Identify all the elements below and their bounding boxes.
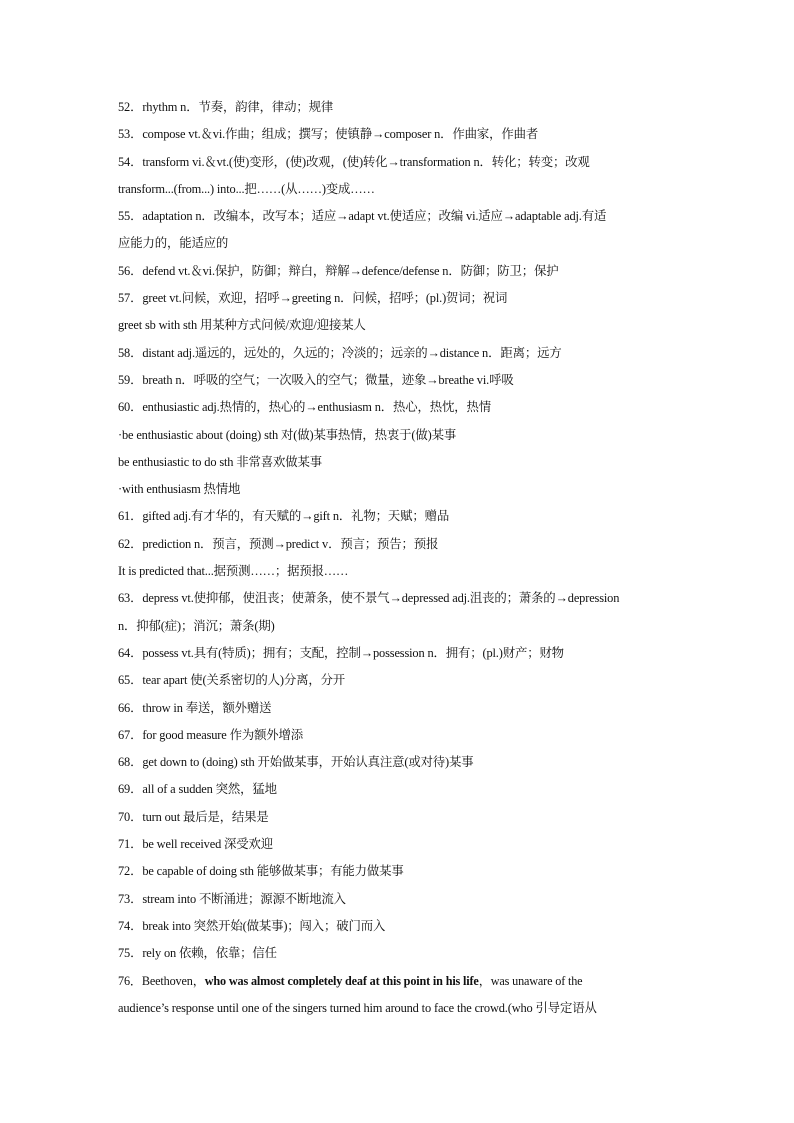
entry-line: 62．prediction n．预言，预测→predict v．预言；预告；预报 xyxy=(118,536,439,551)
entry-line: 72．be capable of doing sth 能够做某事；有能力做某事 xyxy=(118,864,404,879)
entry-line: 56．defend vt.＆vi.保护，防御；辩白，辩解→defence/defense n．防御；防卫；保护 xyxy=(118,263,559,278)
entry-line: 66．throw in 奉送，额外赠送 xyxy=(118,700,272,715)
entry-line: 60．enthusiastic adj.热情的，热心的→enthusiasm n．热心，热忱，热情 xyxy=(118,400,491,415)
sentence-76-bold-clause: who was almost completely deaf at this point in his life xyxy=(204,973,479,988)
entry-line: 75．rely on 依赖，依靠；信任 xyxy=(118,946,277,961)
entry-line: greet sb with sth 用某种方式问候/欢迎/迎接某人 xyxy=(118,318,366,333)
entry-line: 67．for good measure 作为额外增添 xyxy=(118,727,304,742)
sentence-76-prefix: 76．Beethoven， xyxy=(118,973,205,988)
entry-line: 59．breath n．呼吸的空气；一次吸入的空气；微量，迹象→breathe vi.呼吸 xyxy=(118,372,514,387)
entry-line: 57．greet vt.问候，欢迎，招呼→greeting n．问候，招呼；(pl.)贺词；祝词 xyxy=(118,291,508,306)
entry-line: 53．compose vt.＆vi.作曲；组成；撰写；使镇静→composer n．作曲家，作曲者 xyxy=(118,127,539,142)
entry-line: 69．all of a sudden 突然，猛地 xyxy=(118,782,277,797)
entry-line: transform...(from...) into...把……(从……)变成…… xyxy=(118,181,375,196)
entry-line: 68．get down to (doing) sth 开始做某事，开始认真注意(或对待)某事 xyxy=(118,755,474,770)
entry-line: be enthusiastic to do sth 非常喜欢做某事 xyxy=(118,454,322,469)
entry-line: 71．be well received 深受欢迎 xyxy=(118,837,274,852)
entry-line: 55．adaptation n．改编本，改写本；适应→adapt vt.使适应；改编 vi.适应→adaptable adj.有适 xyxy=(118,209,607,224)
entry-line: n．抑郁(症)；消沉；萧条(期) xyxy=(118,618,275,633)
entry-line: 65．tear apart 使(关系密切的人)分离，分开 xyxy=(118,673,346,688)
entry-line: 63．depress vt.使抑郁，使沮丧；使萧条，使不景气→depressed adj.沮丧的；萧条的→depression xyxy=(118,591,620,606)
entry-line: 61．gifted adj.有才华的，有天赋的→gift n．礼物；天赋；赠品 xyxy=(118,509,450,524)
entry-line: 73．stream into 不断涌进；源源不断地流入 xyxy=(118,891,346,906)
entry-line: 74．break into 突然开始(做某事)；闯入；破门而入 xyxy=(118,918,386,933)
entry-line: 58．distant adj.遥远的，远处的，久远的；冷淡的；远亲的→distance n．距离；远方 xyxy=(118,345,562,360)
entry-line: 64．possess vt.具有(特质)；拥有；支配，控制→possession n．拥有；(pl.)财产；财物 xyxy=(118,645,564,660)
entry-line: 52．rhythm n．节奏，韵律，律动；规律 xyxy=(118,100,334,114)
sentence-76-line-1 xyxy=(118,968,680,995)
entry-line: ·with enthusiasm 热情地 xyxy=(118,482,241,497)
entry-line: 54．transform vi.＆vt.(使)变形，(使)改观，(使)转化→transformation n．转化；转变；改观 xyxy=(118,154,590,169)
entry-line: ·be enthusiastic about (doing) sth 对(做)某事热情，热衷于(做)某事 xyxy=(118,427,457,442)
sentence-76-suffix: ，was unaware of the xyxy=(478,973,583,988)
sentence-76-line-2: audience’s response until one of the singers turned him around to face the crowd.(who 引导定语从 xyxy=(118,1000,597,1015)
entry-line: 应能力的，能适应的 xyxy=(118,236,229,251)
entry-line: It is predicted that...据预测……；据预报…… xyxy=(118,564,349,579)
entry-line: 70．turn out 最后是，结果是 xyxy=(118,809,269,824)
vocabulary-page xyxy=(118,94,680,1022)
